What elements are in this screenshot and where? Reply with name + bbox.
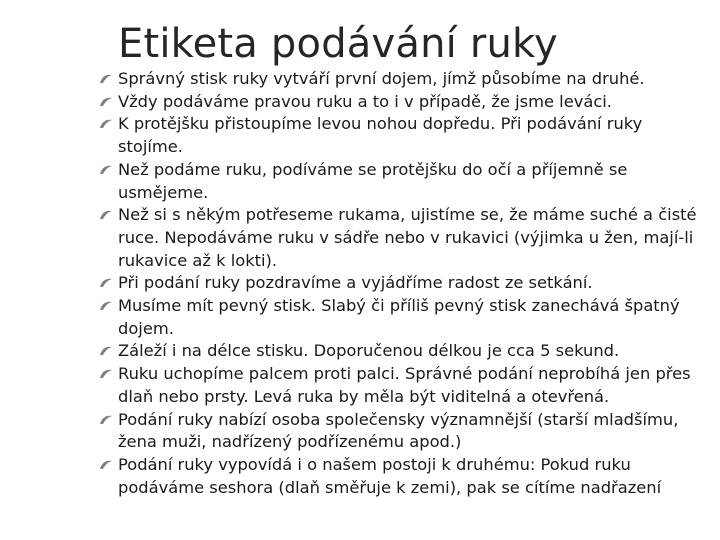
bullet-text: Než si s někým potřeseme rukama, ujistíme se, že máme suché a čisté ruce. Nepodáváme ruku v sádře nebo v rukavici (výjimka u žen, mají-li rukavice až k lokti). [118,205,697,270]
curved-leaf-bullet-icon [99,73,113,85]
bullet-text: K protějšku přistoupíme levou nohou dopředu. Při podávání ruky stojíme. [118,114,643,157]
list-item [0,204,720,272]
bullet-text: Ruku uchopíme palcem proti palci. Správné podání neprobíhá jen přes dlaň nebo prsty. Levá ruka by měla být viditelná a otevřená. [118,364,691,406]
list-item [0,159,720,204]
list-item [0,409,720,454]
curved-leaf-bullet-icon [99,459,113,471]
curved-leaf-bullet-icon [99,164,113,176]
curved-leaf-bullet-icon [99,345,113,357]
bullet-text: Správný stisk ruky vytváří první dojem, jímž působíme na druhé. [118,69,645,88]
bullet-list [0,68,720,499]
bullet-text: Záleží i na délce stisku. Doporučenou délkou je cca 5 sekund. [118,341,620,361]
slide-title: Etiketa podávání ruky [118,21,558,67]
list-item [0,340,720,363]
bullet-text: Vždy podáváme pravou ruku a to i v případě, že jsme leváci. [118,91,612,111]
curved-leaf-bullet-icon [99,209,113,221]
list-item [0,91,720,114]
bullet-text: Musíme mít pevný stisk. Slabý či příliš pevný stisk zanechává špatný dojem. [118,296,680,338]
curved-leaf-bullet-icon [99,118,113,130]
bullet-text: Při podání ruky pozdravíme a vyjádříme radost ze setkání. [118,273,593,293]
curved-leaf-bullet-icon [99,277,113,289]
list-item [0,363,720,408]
curved-leaf-bullet-icon [99,368,113,380]
list-item [0,272,720,295]
curved-leaf-bullet-icon [99,96,113,108]
list-item [0,295,720,340]
curved-leaf-bullet-icon [99,414,113,426]
bullet-text: Podání ruky nabízí osoba společensky významnější (starší mladšímu, žena muži, nadřízený podřízenému apod.) [118,409,679,452]
curved-leaf-bullet-icon [99,300,113,312]
bullet-text: Než podáme ruku, podíváme se protějšku do očí a příjemně se usmějeme. [118,159,628,202]
bullet-text: Podání ruky vypovídá i o našem postoji k druhému: Pokud ruku podáváme seshora (dlaň směřuje k zemi), pak se cítíme nadřazení [118,454,662,497]
list-item [0,113,720,158]
list-item [0,68,720,91]
list-item [0,454,720,499]
